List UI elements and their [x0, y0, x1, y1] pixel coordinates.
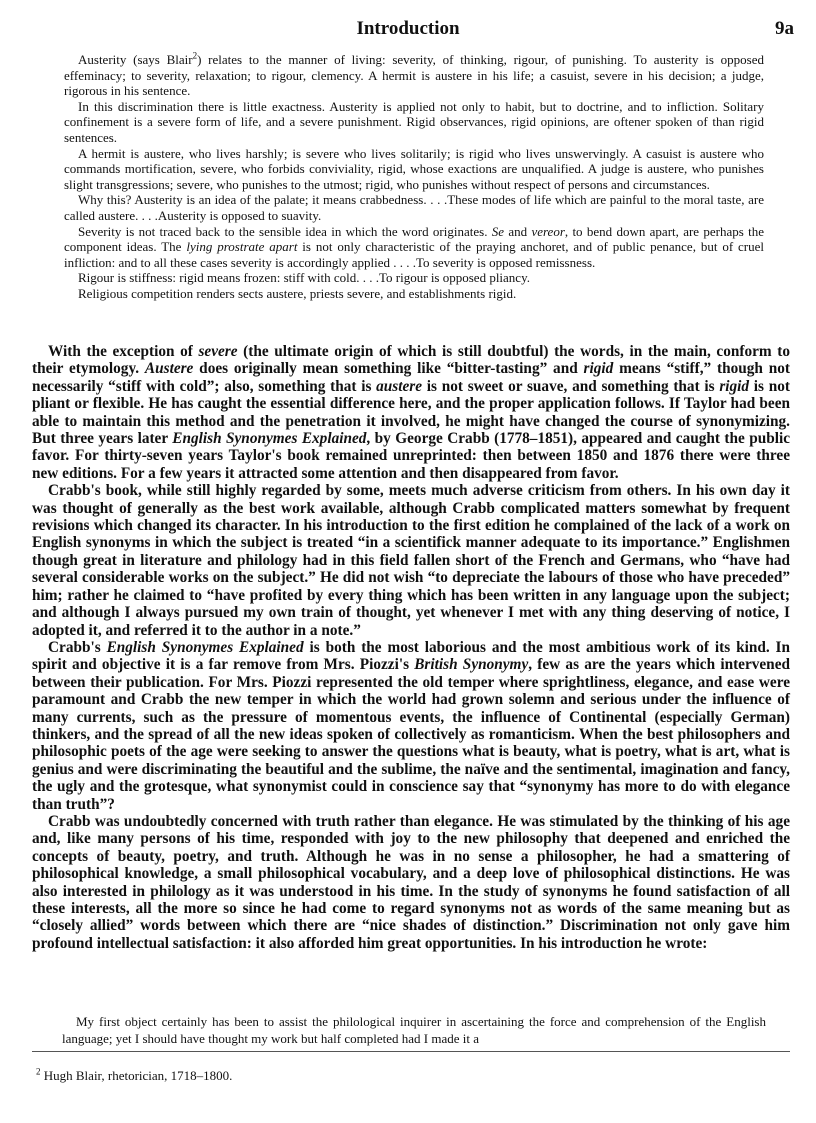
italic-term: severe: [198, 343, 238, 360]
italic-term: lying prostrate apart: [186, 239, 298, 255]
block-quote-text: My first object certainly has been to assist the philological inquirer in ascertaining the force and comprehension of the English language; yet I should have thought my work but half completed had I made it a: [62, 1014, 766, 1046]
quote-paragraph: Rigour is stiffness: rigid means frozen: stiff with cold. . . .To rigour is opposed pliancy.: [78, 270, 530, 286]
body-text-run: With the exception of: [48, 343, 199, 360]
body-text-run: is not sweet or suave, and something that is: [422, 377, 720, 395]
book-title: English Synonymes Explained: [172, 430, 367, 448]
body-text-run: (the ultimate origin of which is still doubtful) the words, in the main, conform to their etymology.: [32, 343, 790, 378]
footnote-marker: 2: [192, 50, 198, 61]
body-paragraph: Crabb's book, while still highly regarded by some, meets much adverse criticism from others. In his own day it was thought of generally as the best work available, although Crabb complicated matters somewhat by frequent revisions which changed its character. In his introduction to the first edition he complained of the lack of a work on English synonyms in which the subject is treated “in a scientifick manner adequate to its importance.” Englishmen though great in literature and philology had in this field fallen short of the French and Germans, who “have had several considerable works on the subject.” He did not wish “to depreciate the labours of those who have preceded” him; rather he claimed to “have profited by every thing which has been written in any language upon the subject; and although I always pursued my own train of thought, yet whenever I met with any thing deserving of notice, I adopted it, and referred it to the author in a note.”: [32, 482, 790, 639]
quote-paragraph: A hermit is austere, who lives harshly; is severe who lives solitarily; is rigid who lives unswervingly. A casuist is austere who commands mortification, severe, who forbids conviviality, rigid, whose exactions are unqualified. A judge is austere, who punishes slight transgressions; severe, who punishes to the utmost; rigid, who punishes without respect of persons and circumstances.: [64, 145, 764, 192]
quote-paragraph: [64, 224, 764, 271]
body-text-run: is not pliant or flexible. He has caught the essential difference here, and the proper application follows. If Taylor had been able to maintain this method and the penetration it involved, he might have changed the course of synonymizing. But three years later: [32, 377, 790, 448]
book-title: British Synonymy: [414, 656, 529, 674]
quote-paragraph: Religious competition renders sects austere, priests severe, and establishments rigid.: [78, 285, 517, 301]
body-text-run: means “stiff,” though not necessarily “stiff with cold”; also, something that is: [32, 360, 790, 395]
quote-paragraph: Why this? Austerity is an idea of the palate; it means crabbedness. . . .These modes of life which are painful to the moral taste, are called austere. . . .Austerity is opposed to suavity.: [64, 192, 764, 223]
italic-term: rigid: [719, 377, 750, 395]
quote-paragraph: In this discrimination there is little exactness. Austerity is applied not only to habit, but to doctrine, and to infliction. Solitary confinement is a severe form of life, and a severe punishment. Rigid observances, rigid opinions, are oftener spoken of than rigid sentences.: [64, 98, 764, 145]
quote-paragraph: [64, 52, 764, 99]
crabb-block-quote: [62, 1013, 766, 1047]
italic-term: Austere: [144, 360, 194, 378]
running-head: [0, 18, 816, 44]
page-title: Introduction: [356, 18, 460, 39]
page-number: 9a: [775, 18, 794, 39]
quote-text: is not only characteristic of the praying anchoret, and of public penance, but of cruel infliction: and to all these cases severity is accordingly applied . . . .To severity is opposed remissness.: [64, 239, 764, 270]
book-title: English Synonymes Explained: [106, 638, 304, 656]
italic-term: vereor: [531, 223, 565, 239]
quote-text: and: [504, 223, 532, 239]
italic-term: rigid: [583, 360, 614, 378]
footnote-rule: [32, 1051, 790, 1052]
quote-text: , to bend down apart, are perhaps the component ideas. The: [64, 223, 764, 255]
body-paragraph: Crabb was undoubtedly concerned with truth rather than elegance. He was stimulated by the thinking of his age and, like many persons of his time, responded with joy to the new philosophy that deepened and enriched the concepts of beauty, poetry, and truth. Although he was in no sense a philosopher, he had a smattering of philosophical knowledge, a small philosophical vocabulary, and a deep love of philosophical distinctions. He was also interested in philology as it was understood in his time. In the study of synonyms he found satisfaction of all these interests, all the more so since he had come to regard synonyms not as words of the same meaning but as “closely allied” words between which there are “nice shades of distinction.” Discrimination not only gave him profound intellectual satisfaction: it also afforded him great opportunities. In his introduction he wrote:: [32, 812, 790, 952]
body-text-run: Crabb's: [48, 638, 107, 656]
body-paragraph: [32, 639, 790, 813]
body-text-run: is both the most laborious and the most ambitious work of its kind. In spirit and objective it is a far remove from Mrs. Piozzi's: [32, 638, 790, 674]
footnote-marker: 2: [36, 1066, 41, 1077]
body-text: [32, 343, 790, 952]
body-text-run: , few as are the years which intervened between their publication. For Mrs. Piozzi represented the old temper where sprightliness, elegance, and ease were paramount and Crabb the new temper in which the world had grown solemn and serious under the influence of many currents, such as the pressure of momentous events, the influence of Continental (especially German) thinkers, and the spread of all the new ideas spoken of collectively as romanticism. When the best philosophers and philosophic poets of the age were seeking to answer the questions what is beauty, what is poetry, what is art, what is genius and were discriminating the beautiful and the sublime, the naïve and the sentimental, imagination and fancy, the ugly and the grotesque, what synonymist could in conscience say that “synonymy has more to do with elegance than truth”?: [32, 656, 790, 813]
footnote: [36, 1068, 232, 1084]
body-text-run: does originally mean something like “bitter-tasting” and: [193, 360, 584, 378]
quote-text: Austerity (says Blair: [78, 52, 193, 67]
italic-term: austere: [376, 377, 423, 395]
quote-text: Severity is not traced back to the sensible idea in which the word originates.: [78, 223, 492, 239]
quote-text: ) relates to the manner of living: severity, of thinking, rigour, of punishing. To austerity is opposed effeminacy; to severity, relaxation; to rigour, clemency. A hermit is austere in his life; a casuist, severe in his decision; a judge, rigorous in his sentence.: [64, 52, 764, 99]
body-paragraph: [32, 343, 790, 482]
body-text-run: , by George Crabb (1778–1851), appeared and caught the public favor. For thirty-seven years Taylor's book remained unreprinted: then between 1850 and 1876 there were three new editions. For a few years it attracted some attention and then disappeared from favor.: [32, 430, 791, 482]
blair-quotation: [64, 52, 764, 302]
italic-term: Se: [491, 223, 505, 239]
footnote-text: Hugh Blair, rhetorician, 1718–1800.: [40, 1068, 233, 1083]
